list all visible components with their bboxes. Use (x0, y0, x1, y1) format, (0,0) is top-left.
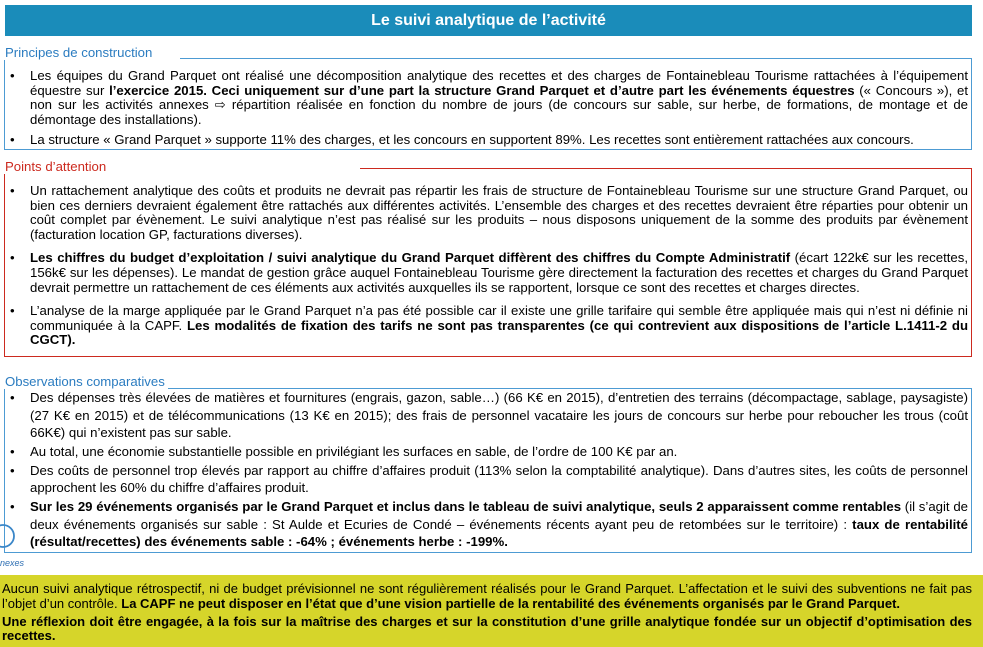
text-run: Les équipes du Grand Parquet ont réalisé une décomposition analytique des recettes et des charges de Fontainebleau Tourisme rattachées à l’équipement équestre sur (30, 68, 968, 98)
principes-list (5, 58, 971, 148)
text-run: (écart 122k€ sur les recettes, 156k€ sur les dépenses). Le mandat de gestion grâce auquel Fontainebleau Tourisme gère directement la facturation des recettes et charges du Grand Parquet devrait permettre un rattachement de ces éléments aux activités auxquelles ils se rapportent, lorsque ce sont des recettes et charges directes. (30, 250, 968, 295)
emphasis-run: Une réflexion doit être engagée, à la fois sur la maîtrise des charges et sur la constitution d’une grille analytique fondée sur un objectif d’optimisation des recettes. (2, 613, 972, 643)
emphasis-run: Les modalités de fixation des tarifs ne sont pas transparentes (ce qui contrevient aux dispositions de l’article L.1411-2 du CGCT). (30, 317, 968, 348)
conclusion-paragraph (2, 615, 972, 644)
text-run: La structure « Grand Parquet » supporte 11% des charges, et les concours en supportent 89%. Les recettes sont entièrement rattachées aux concours. (30, 132, 914, 147)
text-run: Aucun suivi analytique rétrospectif, ni de budget prévisionnel ne sont régulièrement réalisés pour le Grand Parquet. L’affectation et le suivi des subventions ne fait pas l’objet d’un contrôle. (2, 581, 972, 611)
conclusion-paragraph (2, 582, 972, 611)
observations-box (4, 388, 972, 553)
title-bar (5, 5, 972, 36)
text-run: (« Concours »), et non sur les activités annexes ⇨ répartition réalisée en fonction du nombre de jours (de concours sur sable, sur herbe, de formations, de montage et de démontage des installations). (30, 82, 968, 127)
emphasis-run: Sur les 29 événements organisés par le Grand Parquet et inclus dans le tableau de suivi analytique, seuls 2 apparaissent comme rentables (30, 499, 902, 515)
list-item (5, 251, 971, 295)
list-item (5, 443, 971, 461)
magnifier-icon (0, 522, 22, 558)
principes-box (4, 58, 972, 150)
text-run: Des dépenses très élevées de matières et fournitures (engrais, gazon, sable…) (66 K€ en 2015), d’entretien des terrains (décompactage, sablage, paysagiste) (27 K€ en 2015) et de télécommunications (13 K€ en 2015); des frais de personnel vacataire les jours de concours sur herbe pour reboucher les trous (coût 66K€) qui n’existent pas sur sable. (30, 390, 968, 441)
text-run: Des coûts de personnel trop élevés par rapport au chiffre d’affaires produit (113% selon la comptabilité analytique). Dans d’autres sites, les coûts de personnel approchent les 60% du chiffre d’affaires produit. (30, 462, 968, 496)
text-run: (il s’agit de deux événements organisés sur sable : St Aulde et Ecuries de Condé – événements récents ayant peu de retombées sur le territoire) : (30, 499, 969, 532)
emphasis-run: Les chiffres du budget d’exploitation / suivi analytique du Grand Parquet diffèrent des chiffres du Compte Administratif (30, 250, 791, 266)
text-run: L’analyse de la marge appliquée par le Grand Parquet n’a pas été possible car il existe une grille tarifaire qui semble être appliquée mais qui n’est ni définie ni communiquée à la CAPF. (30, 302, 968, 333)
emphasis-run: La CAPF ne peut disposer en l’état que d’une vision partielle de la rentabilité des événements organisés par le Grand Parquet. (121, 595, 901, 611)
observations-list (5, 388, 971, 551)
section-label-principes: Principes de construction (3, 45, 155, 60)
list-item (5, 462, 971, 497)
attention-list (5, 168, 971, 348)
section-label-attention: Points d’attention (3, 159, 109, 174)
conclusion-box (0, 575, 983, 647)
section-label-observations: Observations comparatives (3, 374, 168, 389)
section-rule-attention (360, 168, 972, 169)
list-item (5, 498, 971, 551)
emphasis-run: taux de rentabilité (résultat/recettes) des événements sable : -64% ; événements herbe : -199%. (30, 516, 968, 550)
section-rule-observations (165, 388, 972, 389)
annexes-link[interactable] (0, 520, 26, 570)
list-item (5, 69, 971, 127)
slide-title: Le suivi analytique de l’activité (371, 12, 606, 29)
list-item (5, 389, 971, 442)
text-run: Au total, une économie substantielle possible en privilégiant les surfaces en sable, de l’ordre de 100 K€ par an. (30, 443, 678, 459)
list-item (5, 133, 971, 148)
list-item (5, 184, 971, 243)
attention-box (4, 168, 972, 357)
text-run: Un rattachement analytique des coûts et produits ne devrait pas répartir les frais de structure de Fontainebleau Tourisme sur une structure Grand Parquet, ou bien ces derniers devraient également être rattachés aux différentes activités. L’ensemble des charges et des recettes devraient être réparties pour obtenir un coût complet par évènement. Le suivi analytique n’est pas réalisé sur les produits – nous disposons uniquement de la somme des produits par évènement (facturation location GP, facturations diverses). (30, 183, 968, 243)
list-item (5, 304, 971, 348)
annexes-link-label: nexes (0, 558, 25, 568)
section-rule-principes (180, 58, 972, 59)
emphasis-run: l’exercice 2015. Ceci uniquement sur d’une part la structure Grand Parquet et d’autre part les événements équestres (109, 82, 855, 98)
